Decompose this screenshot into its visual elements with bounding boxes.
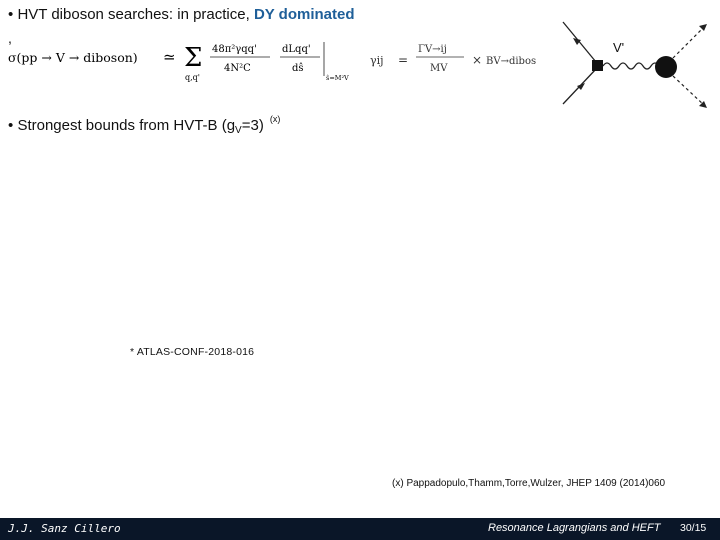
formula-coeff-den: 4N²C	[224, 63, 251, 74]
bullet-marker: •	[8, 117, 14, 134]
decay-blob	[655, 56, 677, 78]
footer-author: J.J. Sanz Cillero	[8, 522, 121, 535]
feynman-diagram	[555, 12, 720, 118]
cross-section-formula	[8, 38, 360, 82]
formula-times: ×	[472, 53, 483, 67]
footer-title: Resonance Lagrangians and HEFT	[488, 522, 661, 534]
formula-branching: BV→dibos	[486, 56, 537, 67]
formula-width-den: MV	[430, 63, 448, 74]
propagator-wave	[603, 63, 659, 69]
atlas-conf-note: * ATLAS-CONF-2018-016	[130, 346, 255, 358]
formula-gamma: γij	[370, 54, 384, 67]
reference-citation: (x) Pappadopulo,Thamm,Torre,Wulzer, JHEP 1409 (2014)060	[392, 478, 666, 489]
vertex-square	[592, 60, 603, 71]
stray-comma: ,	[8, 30, 12, 46]
bullet-marker: •	[8, 6, 14, 23]
bullet-text-after: =3)	[241, 117, 264, 134]
gv-subscript: V	[235, 125, 242, 136]
formula-lum-den: dŝ	[292, 63, 304, 74]
bullet-text: HVT diboson searches: in practice,	[17, 6, 250, 23]
bullet-hvt-diboson	[8, 6, 355, 23]
width-formula	[368, 38, 558, 82]
diagram-label: V'	[613, 40, 625, 55]
formula-eval-at: ŝ=M²V	[326, 74, 349, 82]
page-number: 30/15	[680, 522, 707, 534]
formula-lum-num: dLqq'	[282, 44, 311, 55]
reference-marker: (x)	[269, 114, 281, 124]
formula-width-num: ΓV→ij	[418, 44, 447, 55]
dy-dominated-highlight: DY dominated	[253, 6, 355, 23]
formula-equals: =	[398, 53, 409, 67]
bullet-text: Strongest bounds from HVT-B (g	[17, 117, 236, 134]
formula-coeff-num: 48π²γqq'	[212, 44, 257, 55]
bullet-strongest-bounds	[8, 114, 280, 136]
formula-sum-symbol: Σ	[184, 43, 203, 73]
formula-approx: ≃	[163, 48, 176, 66]
formula-sum-index: q,q'	[185, 73, 200, 82]
formula-lhs: σ(pp → V → diboson)	[8, 50, 138, 65]
footer-bar	[0, 518, 720, 540]
